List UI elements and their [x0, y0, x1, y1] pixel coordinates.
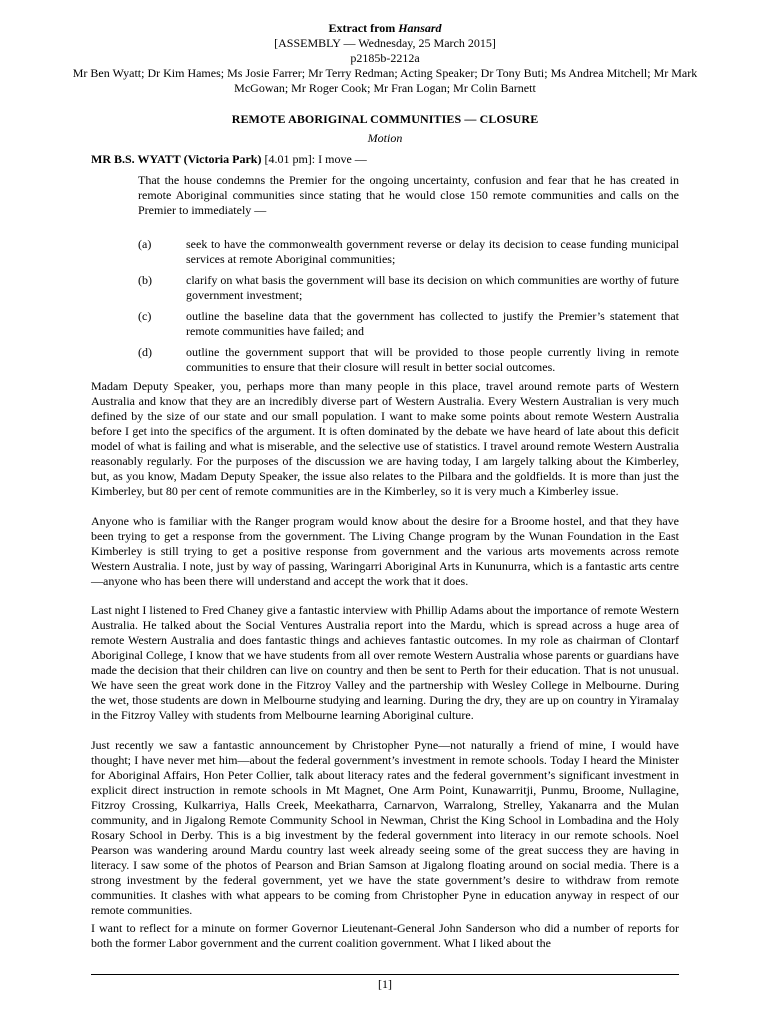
motion-item-text: seek to have the commonwealth government reverse or delay its decision to cease funding municipal services at remote Aboriginal communities; [186, 237, 679, 266]
speaker-line [91, 152, 691, 167]
motion-item-label: (c) [138, 309, 152, 323]
page-number: [1] [378, 977, 392, 991]
speaker-remark: [4.01 pm]: I move — [261, 152, 367, 166]
body-paragraph: Anyone who is familiar with the Ranger program would know about the desire for a Broome hostel, and that they have been trying to get a response from the government. The Living Change program by the Wunan Foundation in the East Kimberley is still trying to get a positive response from government and the various arts movements across remote Western Australia. I note, just by way of passing, Waringarri Aboriginal Arts in Kununurra, which is a fantastic arts centre—anyone who has been there will understand and accept the work that it does. [91, 514, 679, 588]
extract-heading [60, 21, 710, 36]
body-paragraph: Last night I listened to Fred Chaney give a fantastic interview with Phillip Adams about the importance of remote Western Australia. He talked about the Social Ventures Australia report into the Mardu, which is spread across a huge area of remote Western Australia and does fantastic things and achieves fantastic outcomes. In my role as chairman of Clontarf Aboriginal College, I know that we have students from all over remote Western Australia whose parents or guardians have made the decision that their children can live on country and then be sent to Perth for their education. That is not unusual. We have seen the great work done in the Fitzroy Valley and the partnership with Wesley College in Melbourne. During the wet, those students are down in Melbourne studying and learning. During the dry, they are up on country in Yiramalay in the Fitzroy Valley with students from Melbourne learning Aboriginal culture. [91, 603, 679, 722]
body-paragraph: Just recently we saw a fantastic announcement by Christopher Pyne—not naturally a friend of mine, I would have thought; I have never met him—about the federal government’s investment in remote schools. Today I heard the Minister for Aboriginal Affairs, Hon Peter Collier, talk about literacy rates and the federal government’s significant investment in explicit direct instruction in remote schools in Mt Magnet, One Arm Point, Kunawarritji, Punmu, Broome, Nullagine, Fitzroy Crossing, Kulkarriya, Halls Creek, Meekatharra, Carnarvon, Warralong, Strelley, Yakanarra and the Mulan community, and in Jigalong Remote Community School in Newman, Christ the King School in Lombadina and the Holy Rosary School in Derby. This is a big investment by the federal government into literacy in our remote schools. Noel Pearson was wandering around Mardu country last week already seeing some of the great success they are having in literacy. I saw some of the photos of Pearson and Brian Samson at Jigalong floating around on social media. There is a strong investment by the federal government, yet we have the state government’s desire to withdraw from remote communities. It clashes with what appears to be coming from Christopher Pyne in education anyway in respect of our remote communities. [91, 738, 679, 917]
body-paragraph: Madam Deputy Speaker, you, perhaps more than many people in this place, travel around remote parts of Western Australia and know that they are an incredibly diverse part of Western Australia. Every Western Australian is very much defined by the size of our state and our small population. I want to make some points about remote Western Australia before I get into the specifics of the argument. It is often dominated by the debate we have heard of late about this deficit model of what is failing and what is miserable, and the selective use of statistics. I travel around remote Western Australia reasonably regularly. For the purposes of the discussion we are having today, I am largely talking about the Kimberley, but, as you know, Madam Deputy Speaker, the issue also relates to the Pilbara and the goldfields. It is more than just the Kimberley, but 80 per cent of remote communities are in the Kimberley, so it is very much a Kimberley issue. [91, 379, 679, 498]
motion-item-label: (b) [138, 273, 152, 287]
footer-divider [91, 974, 679, 975]
motion-item-text: outline the baseline data that the government has collected to justify the Premier’s statement that remote communities have failed; and [186, 309, 679, 338]
motion-item-label: (d) [138, 345, 152, 359]
motion-intro: That the house condemns the Premier for the ongoing uncertainty, confusion and fear that he has created in remote Aboriginal communities since stating that he would close 150 remote communities and calls on the Premier to immediately — [138, 173, 679, 217]
section-subtitle: Motion [367, 131, 403, 145]
motion-item-text: outline the government support that will be provided to those people currently living in remote communities to ensure that their closure will result in better social outcomes. [186, 345, 679, 374]
source-name: Hansard [398, 21, 442, 35]
body-paragraph: I want to reflect for a minute on former Governor Lieutenant-General John Sanderson who did a number of reports for both the former Labor government and the current coalition government. What I liked about the [91, 921, 679, 950]
motion-item-text: clarify on what basis the government will base its decision on which communities are worthy of future government investment; [186, 273, 679, 302]
section-title: REMOTE ABORIGINAL COMMUNITIES — CLOSURE [231, 112, 539, 126]
members-list: Mr Ben Wyatt; Dr Kim Hames; Ms Josie Farrer; Mr Terry Redman; Acting Speaker; Dr Tony Buti; Ms Andrea Mitchell; Mr Mark McGowan; Mr Roger Cook; Mr Fran Logan; Mr Colin Barnett [72, 66, 698, 95]
chamber-date: [ASSEMBLY — Wednesday, 25 March 2015] [274, 36, 496, 50]
page-reference: p2185b-2212a [350, 51, 420, 65]
speaker-name: MR B.S. WYATT (Victoria Park) [91, 152, 262, 166]
extract-label: Extract from [328, 21, 396, 35]
motion-item-label: (a) [138, 237, 152, 251]
